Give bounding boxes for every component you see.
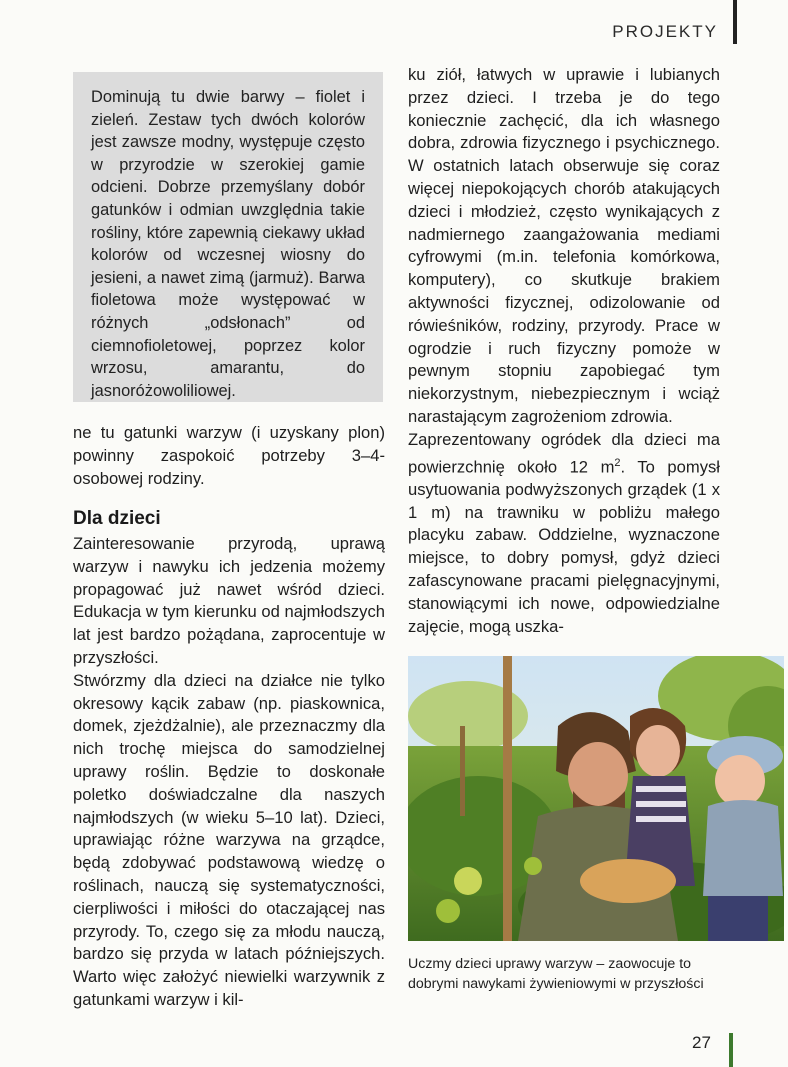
paragraph-1: Zainteresowanie przyrodą, uprawą warzyw i nawyku ich jedzenia możemy propagować już nawet wśród dzieci. Edukacja w tym kierunku od najmłodszych lat jest bardzo pożądana, zaprocentuje w przyszłości.: [73, 534, 385, 667]
section-heading: Dla dzieci: [73, 508, 161, 529]
continuation-text: ne tu gatunki warzyw (i uzyskany plon) powinny zaspokoić potrzeby 3–4-osobowej rodziny.: [73, 423, 385, 488]
left-column-section: [73, 507, 385, 1012]
page-number: 27: [692, 1033, 711, 1052]
right-paragraph-2: [408, 429, 720, 639]
superscript-2: 2: [614, 456, 621, 469]
left-column-continuation: [73, 422, 385, 490]
section-label: PROJEKTY: [612, 22, 718, 41]
footer-accent-bar: [729, 1033, 733, 1067]
paragraph-2: Stwórzmy dla dzieci na działce nie tylko okresowy kącik zabaw (np. piaskownica, domek, zjeżdżalnie), ale przeznaczmy dla nich trochę miejsca do samodzielnej uprawy roślin. Będzie to doskonałe poletko doświadczalne dla naszych najmłodszych (w wieku 5–10 lat). Dzieci, uprawiając różne warzywa na grządce, będą zdobywać podstawową wiedzę o roślinach, nauczą się systematyczności, cierpliwości i miłości do otaczającej nas przyrody. To, czego się za młodu nauczą, bardzo się przyda w latach późniejszych. Warto więc założyć niewielki warzywnik z gatunkami warzyw i kil-: [73, 670, 385, 1009]
right-paragraph-2-end: . To pomysł usytuowania podwyższonych grządek (1 x 1 m) na trawniku w pobliżu małego placyku zabaw. Oddzielne, wyznaczone miejsce, to dobry pomysł, gdyż dzieci zafascynowane pracami pielęgnacyjnymi, stanowiącymi ich nowe, odpowiedzialne zajęcie, mogą uszka-: [408, 457, 720, 636]
sidebar-text: Dominują tu dwie barwy – fiolet i zieleń. Zestaw tych dwóch kolorów jest zawsze modny, występuje często w przyrodzie w szerokiej gamie odcieni. Dobrze przemyślany dobór gatunków i odmian uwzględnia takie rośliny, które zapewnią ciekawy układ kolorów od wczesnej wiosny do jesieni, a nawet zimą (jarmuż). Barwa fioletowa może występować w różnych „odsłonach” od ciemnofioletowej, poprzez kolor wrzosu, amarantu, do jasnoróżowoliliowej.: [91, 88, 365, 400]
header-divider: [733, 0, 737, 44]
garden-photo-illustration: [408, 656, 784, 941]
right-column: [408, 64, 720, 638]
right-paragraph-2-start: Zaprezentowany ogródek dla dzieci ma powierzchnię około 12 m: [408, 429, 720, 477]
sidebar-box: [73, 72, 383, 402]
photo-caption: Uczmy dzieci uprawy warzyw – zaowocuje to dobrymi nawykami żywieniowymi w przyszłości: [408, 956, 704, 992]
right-paragraph-1: ku ziół, łatwych w uprawie i lubianych przez dzieci. I trzeba je do tego koniecznie zachęcić, dla ich własnego dobra, zdrowia fizycznego i psychicznego. W ostatnich latach obserwuje się coraz więcej niepokojących chorób atakujących dzieci i młodzież, często wynikających z nadmiernego zaangażowania mediami cyfrowymi (m.in. telefonia komórkowa, komputery), co skutkuje brakiem aktywności fizycznej, odizolowanie od rówieśników, rodziny, przyrody. Prace w ogrodzie i ruch fizyczny pomoże w pewnym stopniu zapobiegać tym niekorzystnym, niebezpiecznym i wciąż narastającym zagrożeniom zdrowia.: [408, 65, 720, 426]
garden-photo: [408, 656, 784, 941]
